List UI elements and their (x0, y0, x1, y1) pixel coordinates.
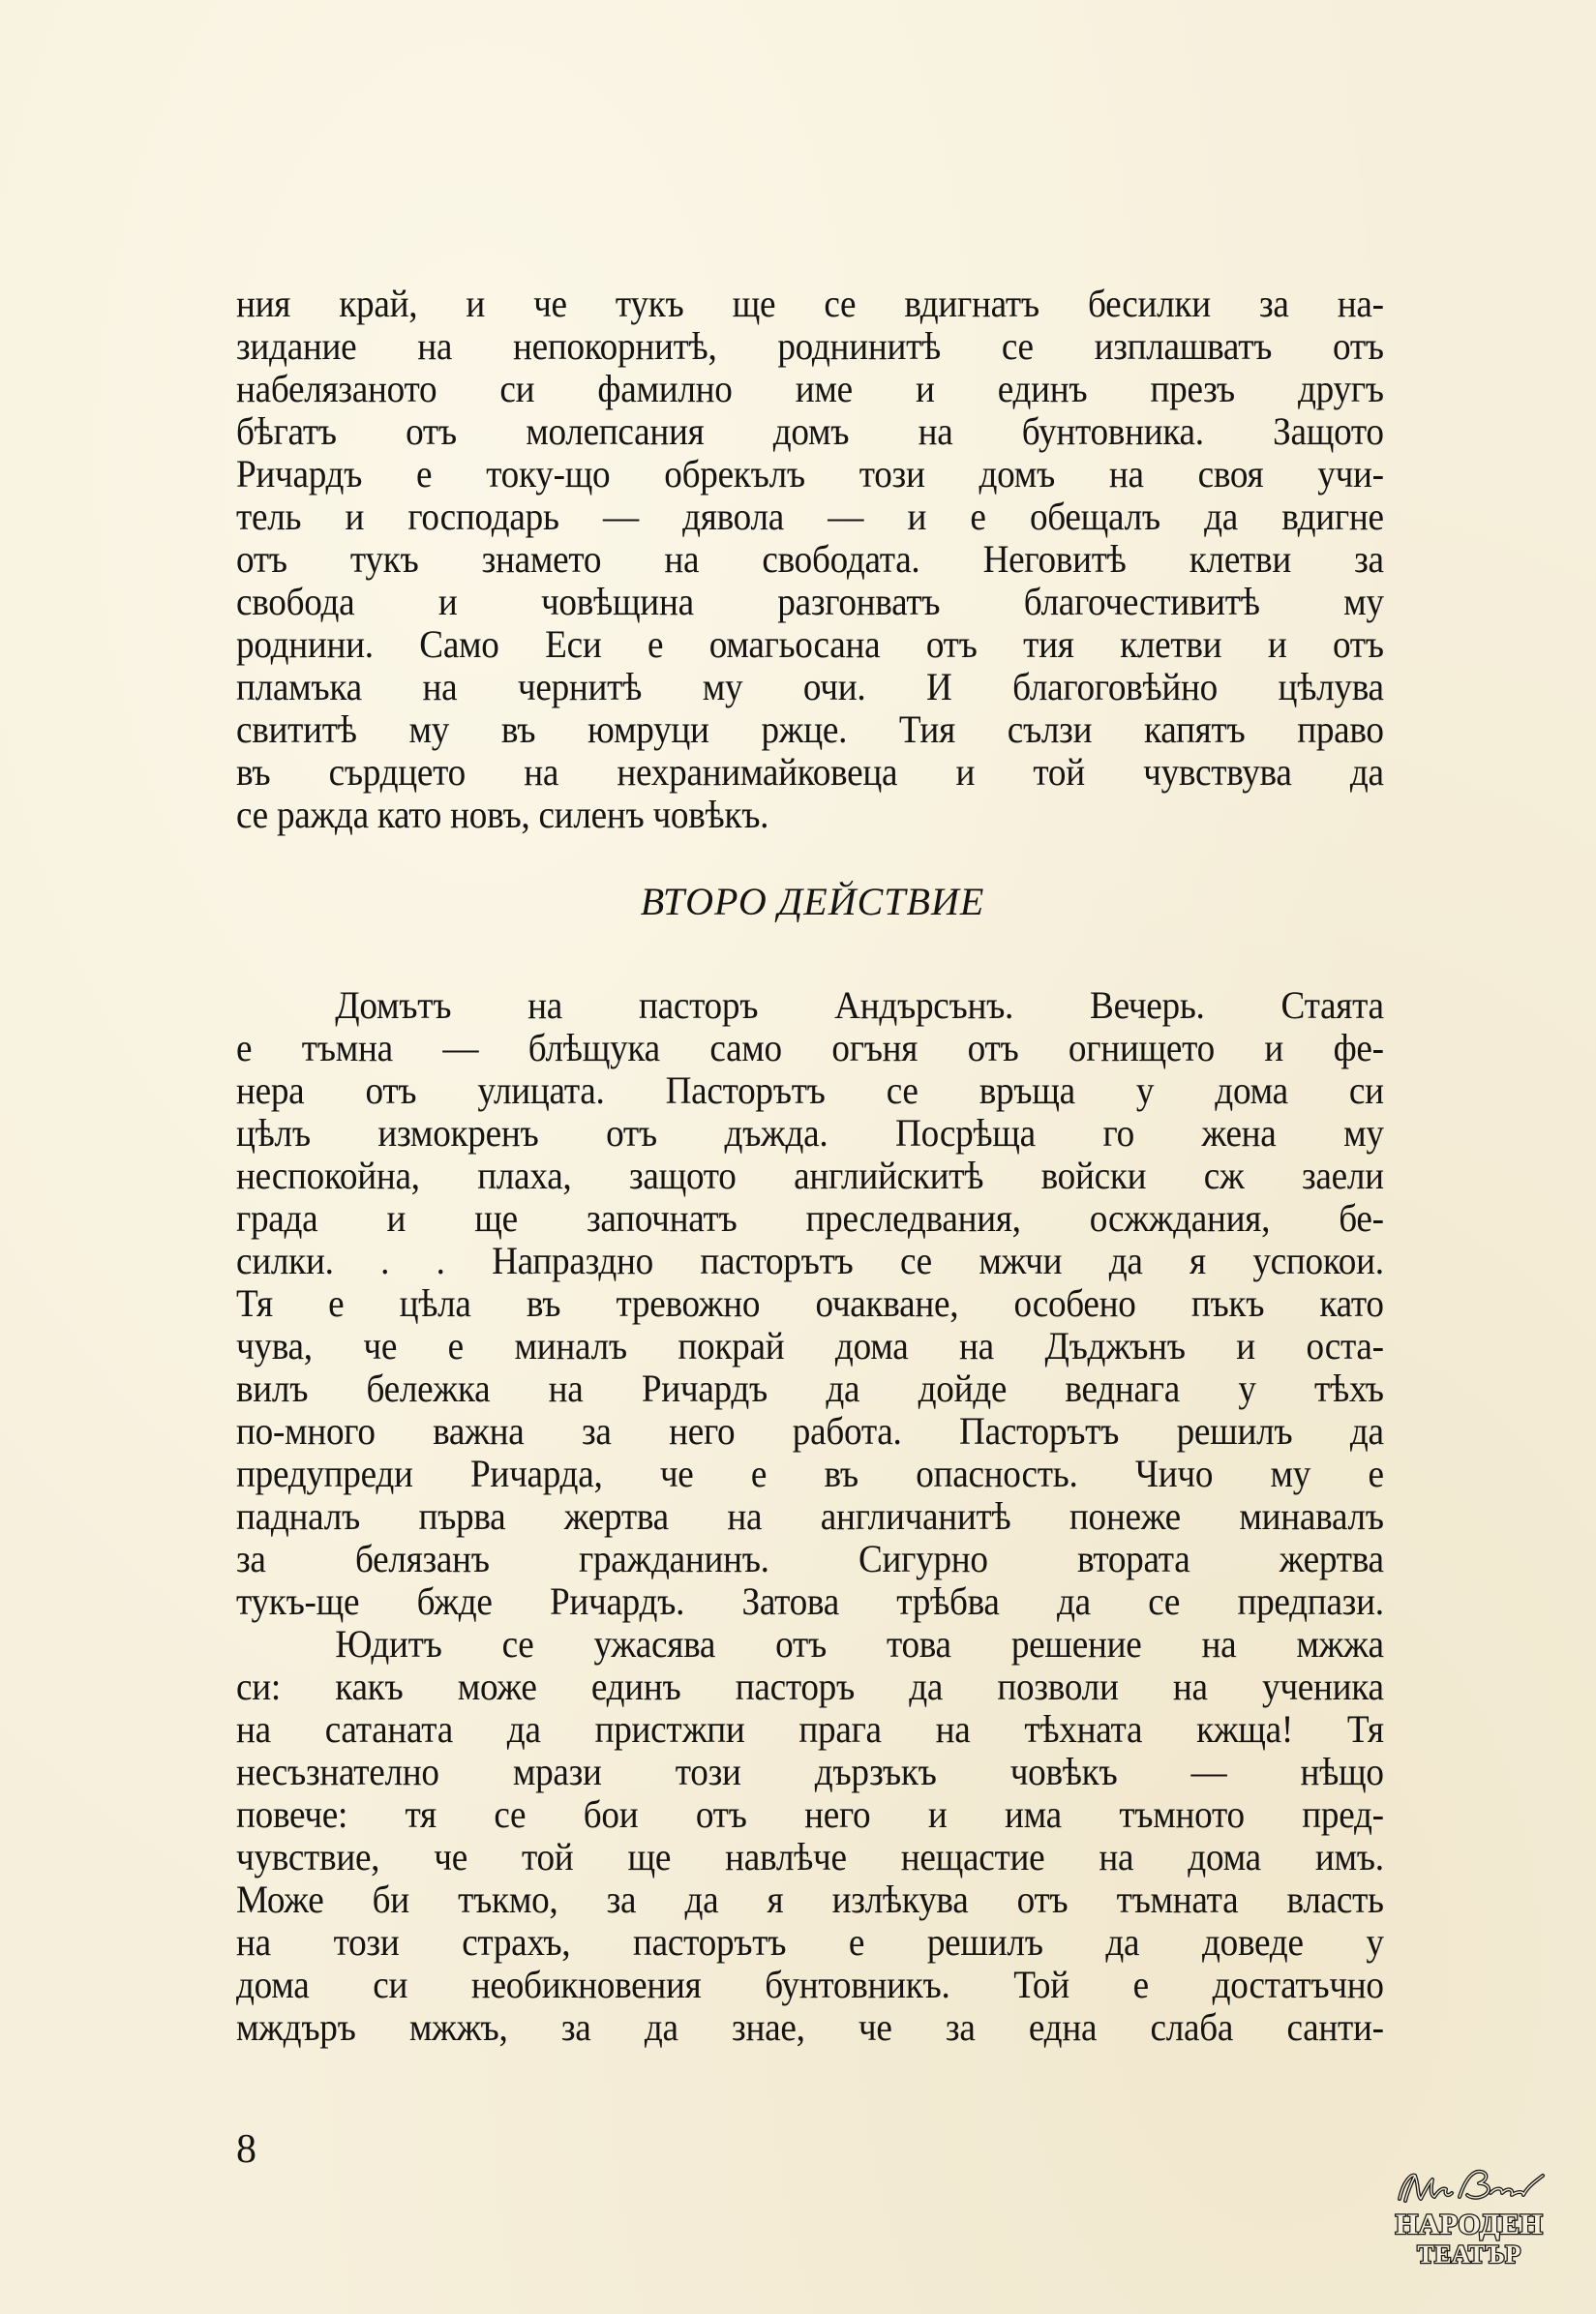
text-line: града и ще започнатъ преследвания, осжждания, бе- (236, 1196, 1384, 1240)
text-line: пламъка на чернитѣ му очи. И благоговѣйно цѣлува (236, 665, 1384, 708)
page-number: 8 (236, 2127, 256, 2172)
text-line: Ричардъ е току-що обрекълъ този домъ на своя учи- (236, 452, 1384, 496)
logo-line-2: ТЕАТЪР (1417, 2240, 1521, 2269)
text-line: предупреди Ричарда, че е въ опасность. Чичо му е (236, 1452, 1384, 1495)
text-line: на този страхъ, пасторътъ е решилъ да доведе у (236, 1920, 1384, 1964)
text-line: на сатаната да пристжпи прага на тѣхната кжща! Тя (236, 1707, 1384, 1751)
text-line: падналъ първа жертва на англичанитѣ понеже минавалъ (236, 1494, 1384, 1538)
text-line: ния край, и че тукъ ще се вдигнатъ бесилки за на- (236, 282, 1384, 325)
text-line: свититѣ му въ юмруци ржце. Тия сълзи капятъ право (236, 707, 1384, 751)
paragraph-act-one-summary (236, 283, 1384, 836)
text-line: несъзнателно мрази този дързъкъ човѣкъ — нѣщо (236, 1750, 1384, 1793)
section-heading: ВТОРО ДЕЙСТВИЕ (640, 880, 985, 923)
text-line: роднини. Само Еси е омагьосана отъ тия клетви и отъ (236, 622, 1384, 666)
national-theatre-logo (1382, 2162, 1556, 2270)
text-line: за белязанъ гражданинъ. Сигурно втората жертва (236, 1537, 1384, 1580)
text-line: силки. . . Напраздно пасторътъ се мжчи да я успокои. (236, 1239, 1384, 1282)
text-line: нера отъ улицата. Пасторътъ се връща у дома си (236, 1068, 1384, 1112)
text-line: зидание на непокорнитѣ, роднинитѣ се изплашватъ отъ (236, 324, 1384, 368)
text-line: мждъръ мжжъ, за да знае, че за една слаба санти- (236, 2005, 1384, 2049)
text-line: набелязаното си фамилно име и единъ презъ другъ (236, 367, 1384, 410)
paragraph-act-two-summary (236, 984, 1384, 2049)
logo-line-1: НАРОДЕН (1395, 2209, 1544, 2240)
text-line: тель и господарь — дявола — и е обещалъ да вдигне (236, 495, 1384, 538)
text-line: неспокойна, плаха, защото английскитѣ войски сж заели (236, 1154, 1384, 1197)
text-line: повече: тя се бои отъ него и има тъмното пред- (236, 1792, 1384, 1836)
text-line: бѣгатъ отъ молепсания домъ на бунтовника. Защото (236, 409, 1384, 453)
text-line: отъ тукъ знамето на свободата. Неговитѣ клетви за (236, 537, 1384, 581)
text-line: дома си необикновения бунтовникъ. Той е достатъчно (236, 1963, 1384, 2006)
text-line: Юдитъ се ужасява отъ това решение на мжжа (335, 1622, 1384, 1666)
text-line: въ сърдцето на нехранимайковеца и той чувствува да (236, 750, 1384, 794)
text-line: цѣлъ измокренъ отъ дъжда. Посрѣща го жена му (236, 1111, 1384, 1155)
text-line: е тъмна — блѣщука само огъня отъ огнището и фе- (236, 1026, 1384, 1069)
text-line: свобода и човѣщина разгонватъ благочестивитѣ му (236, 580, 1384, 623)
text-line: вилъ бележка на Ричардъ да дойде веднага у тѣхъ (236, 1367, 1384, 1410)
text-line: си: какъ може единъ пасторъ да позволи на ученика (236, 1665, 1384, 1708)
text-line: Домътъ на пасторъ Андърсънъ. Вечерь. Стаята (335, 983, 1384, 1027)
logo-mark (1382, 2162, 1556, 2270)
text-line: чувствие, че той ще навлѣче нещастие на дома имъ. (236, 1835, 1384, 1878)
text-line: Може би тъкмо, за да я излѣкува отъ тъмната власть (236, 1878, 1384, 1921)
text-line: Тя е цѣла въ тревожно очакване, особено пъкъ като (236, 1281, 1384, 1325)
text-line: се ражда като новъ, силенъ човѣкъ. (236, 793, 769, 836)
text-line: тукъ-ще бжде Ричардъ. Затова трѣбва да се предпази. (236, 1579, 1384, 1623)
text-line: чува, че е миналъ покрай дома на Дъджънъ и оста- (236, 1324, 1384, 1367)
text-line: по-много важна за него работа. Пасторътъ решилъ да (236, 1409, 1384, 1453)
